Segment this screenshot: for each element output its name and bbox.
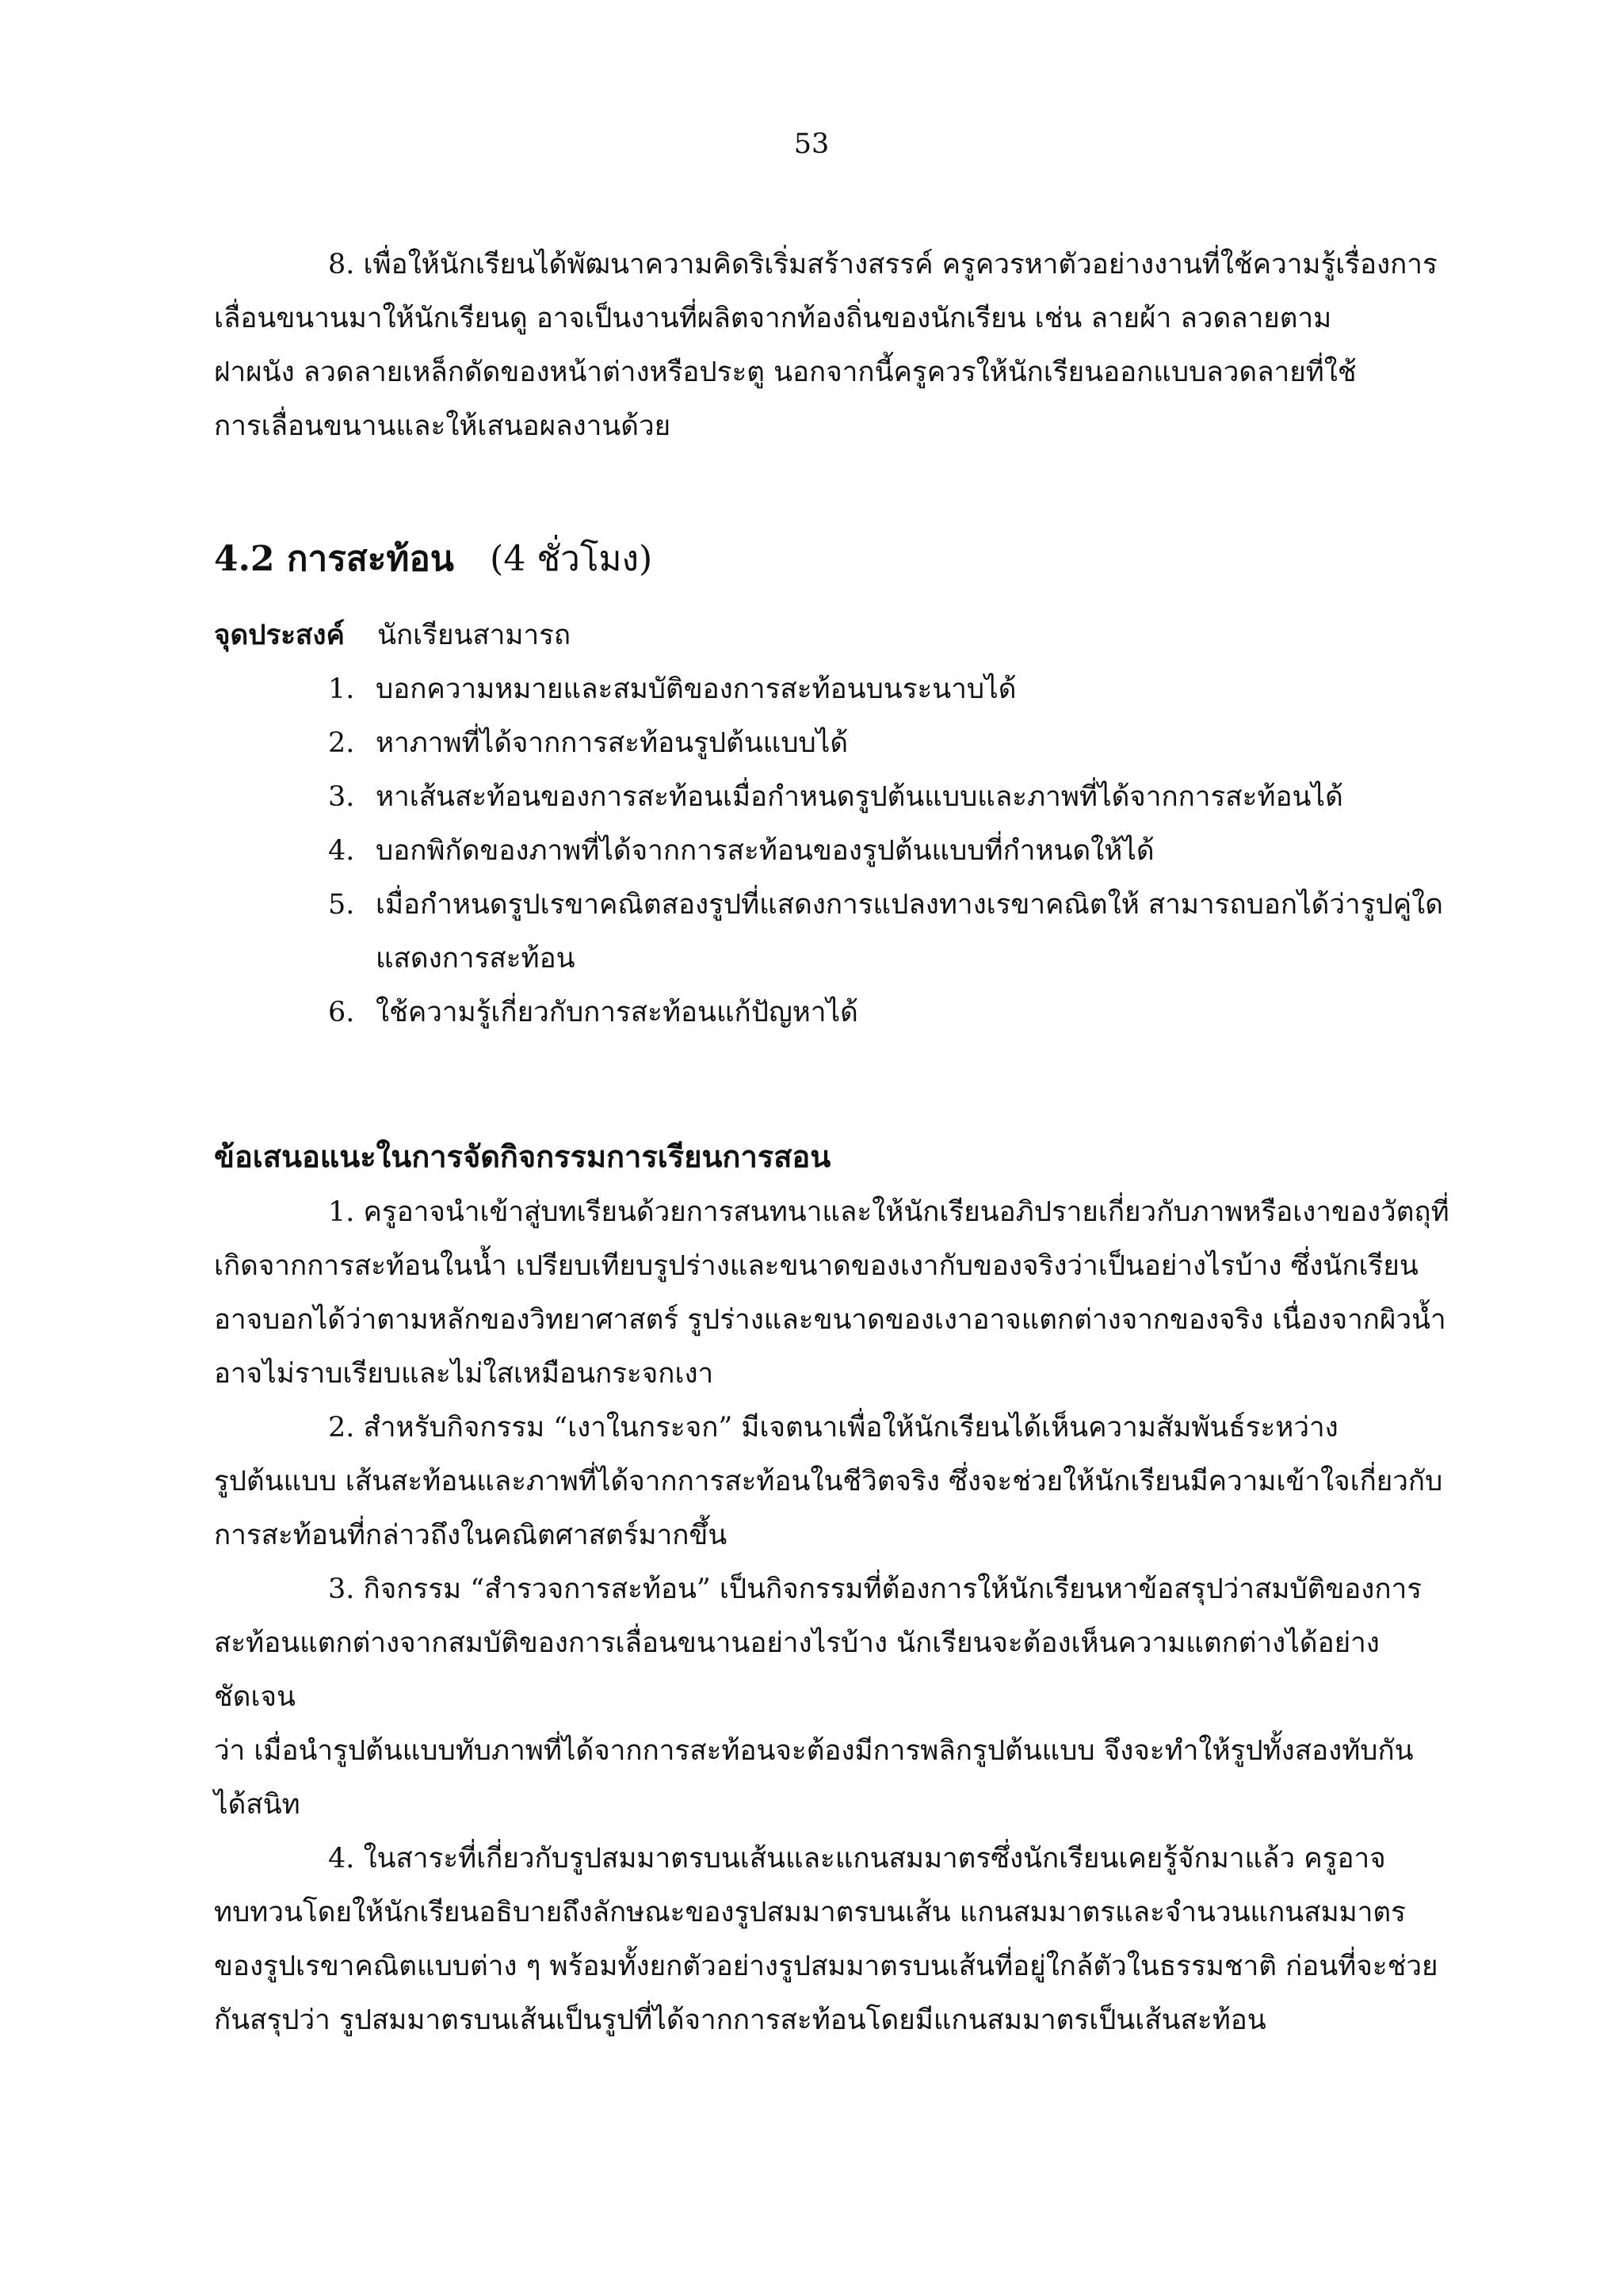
suggestion-paragraph xyxy=(214,1401,1450,1562)
paragraph-line: ได้สนิท xyxy=(214,1789,300,1821)
list-item xyxy=(214,878,1450,986)
suggestion-paragraph xyxy=(214,1562,1450,1832)
paragraph-line: เกิดจากการสะท้อนในน้ำ เปรียบเทียบรูปร่างและขนาดของเงากับของจริงว่าเป็นอย่างไรบ้าง ซึ่งนักเรียน xyxy=(214,1250,1419,1282)
list-text: บอกพิกัดของภาพที่ได้จากการสะท้อนของรูปต้นแบบที่กำหนดให้ได้ xyxy=(376,835,1155,867)
section-heading xyxy=(214,531,1450,588)
intro-paragraph xyxy=(214,238,1450,453)
objective-text: นักเรียนสามารถ xyxy=(377,620,571,651)
list-number: 3. xyxy=(328,781,355,813)
paragraph-line: กันสรุปว่า รูปสมมาตรบนเส้นเป็นรูปที่ได้จากการสะท้อนโดยมีแกนสมมาตรเป็นเส้นสะท้อน xyxy=(214,2004,1266,2036)
objective-label: จุดประสงค์ xyxy=(214,619,345,651)
paragraph-line: รูปต้นแบบ เส้นสะท้อนและภาพที่ได้จากการสะท้อนในชีวิตจริง ซึ่งจะช่วยให้นักเรียนมีความเข้าใจเกี่ยวกับ xyxy=(214,1466,1443,1497)
list-number: 1. xyxy=(328,673,355,705)
list-number: 4. xyxy=(328,835,355,867)
objectives-block xyxy=(214,608,1450,1039)
list-item xyxy=(214,770,1450,824)
paragraph-line: 8. เพื่อให้นักเรียนได้พัฒนาความคิดริเริ่มสร้างสรรค์ ครูควรหาตัวอย่างงานที่ใช้ความรู้เรื่องการ xyxy=(328,249,1438,280)
page-number: 53 xyxy=(793,128,830,160)
paragraph-line: ของรูปเรขาคณิตแบบต่าง ๆ พร้อมทั้งยกตัวอย่างรูปสมมาตรบนเส้นที่อยู่ใกล้ตัวในธรรมชาติ ก่อนที่จะช่วย xyxy=(214,1951,1438,1982)
objectives-list xyxy=(214,662,1450,1039)
list-text-line: แสดงการสะท้อน xyxy=(376,943,575,974)
paragraph-line: อาจบอกได้ว่าตามหลักของวิทยาศาสตร์ รูปร่างและขนาดของเงาอาจแตกต่างจากของจริง เนื่องจากผิวน้ำ xyxy=(214,1304,1446,1336)
list-text xyxy=(376,878,1450,986)
list-text: หาภาพที่ได้จากการสะท้อนรูปต้นแบบได้ xyxy=(376,727,849,759)
list-text: ใช้ความรู้เกี่ยวกับการสะท้อนแก้ปัญหาได้ xyxy=(376,997,858,1028)
paragraph-line: อาจไม่ราบเรียบและไม่ใสเหมือนกระจกเงา xyxy=(214,1358,714,1390)
paragraph-line: ทบทวนโดยให้นักเรียนอธิบายถึงลักษณะของรูปสมมาตรบนเส้น แกนสมมาตรและจำนวนแกนสมมาตร xyxy=(214,1897,1406,1928)
list-number: 5. xyxy=(328,889,355,921)
paragraph-line: การเลื่อนขนานและให้เสนอผลงานด้วย xyxy=(214,410,671,442)
paragraph-line: 4. ในสาระที่เกี่ยวกับรูปสมมาตรบนเส้นและแกนสมมาตรซึ่งนักเรียนเคยรู้จักมาแล้ว ครูอาจ xyxy=(328,1843,1386,1875)
list-item xyxy=(214,824,1450,878)
paragraph-line: ฝาผนัง ลวดลายเหล็กดัดของหน้าต่างหรือประตู นอกจากนี้ครูควรให้นักเรียนออกแบบลวดลายที่ใช้ xyxy=(214,357,1357,388)
suggestion-paragraph xyxy=(214,1185,1450,1401)
paragraph-line: 2. สำหรับกิจกรรม “เงาในกระจก” มีเจตนาเพื่อให้นักเรียนได้เห็นความสัมพันธ์ระหว่าง xyxy=(328,1412,1338,1444)
paragraph-line: สะท้อนแตกต่างจากสมบัติของการเลื่อนขนานอย่างไรบ้าง นักเรียนจะต้องเห็นความแตกต่างได้อย่างชัดเจน xyxy=(214,1627,1380,1713)
suggestions-heading-block xyxy=(214,1128,1450,1185)
list-item xyxy=(214,716,1450,770)
paragraph-line: ว่า เมื่อนำรูปต้นแบบทับภาพที่ได้จากการสะท้อนจะต้องมีการพลิกรูปต้นแบบ จึงจะทำให้รูปทั้งสองทับกัน xyxy=(214,1735,1414,1767)
list-text: บอกความหมายและสมบัติของการสะท้อนบนระนาบได้ xyxy=(376,673,1017,705)
suggestions-body xyxy=(214,1185,1450,2047)
section-title: 4.2 การสะท้อน xyxy=(214,539,454,579)
paragraph-line: 3. กิจกรรม “สำรวจการสะท้อน” เป็นกิจกรรมที่ต้องการให้นักเรียนหาข้อสรุปว่าสมบัติของการ xyxy=(328,1573,1423,1605)
suggestion-paragraph xyxy=(214,1832,1450,2047)
list-text-line: เมื่อกำหนดรูปเรขาคณิตสองรูปที่แสดงการแปลงทางเรขาคณิตให้ สามารถบอกได้ว่ารูปคู่ใด xyxy=(376,889,1443,921)
list-number: 2. xyxy=(328,727,355,759)
paragraph-line: 1. ครูอาจนำเข้าสู่บทเรียนด้วยการสนทนาและให้นักเรียนอภิปรายเกี่ยวกับภาพหรือเงาของวัตถุที่ xyxy=(328,1196,1449,1228)
list-number: 6. xyxy=(328,997,355,1028)
list-item xyxy=(214,662,1450,716)
suggestions-title: ข้อเสนอแนะในการจัดกิจกรรมการเรียนการสอน xyxy=(214,1138,831,1174)
paragraph-line: การสะท้อนที่กล่าวถึงในคณิตศาสตร์มากขึ้น xyxy=(214,1520,727,1551)
list-item xyxy=(214,986,1450,1039)
list-text: หาเส้นสะท้อนของการสะท้อนเมื่อกำหนดรูปต้นแบบและภาพที่ได้จากการสะท้อนได้ xyxy=(376,781,1343,813)
section-duration: (4 ชั่วโมง) xyxy=(490,539,653,579)
paragraph-line: เลื่อนขนานมาให้นักเรียนดู อาจเป็นงานที่ผลิตจากท้องถิ่นของนักเรียน เช่น ลายผ้า ลวดลายตาม xyxy=(214,303,1332,334)
